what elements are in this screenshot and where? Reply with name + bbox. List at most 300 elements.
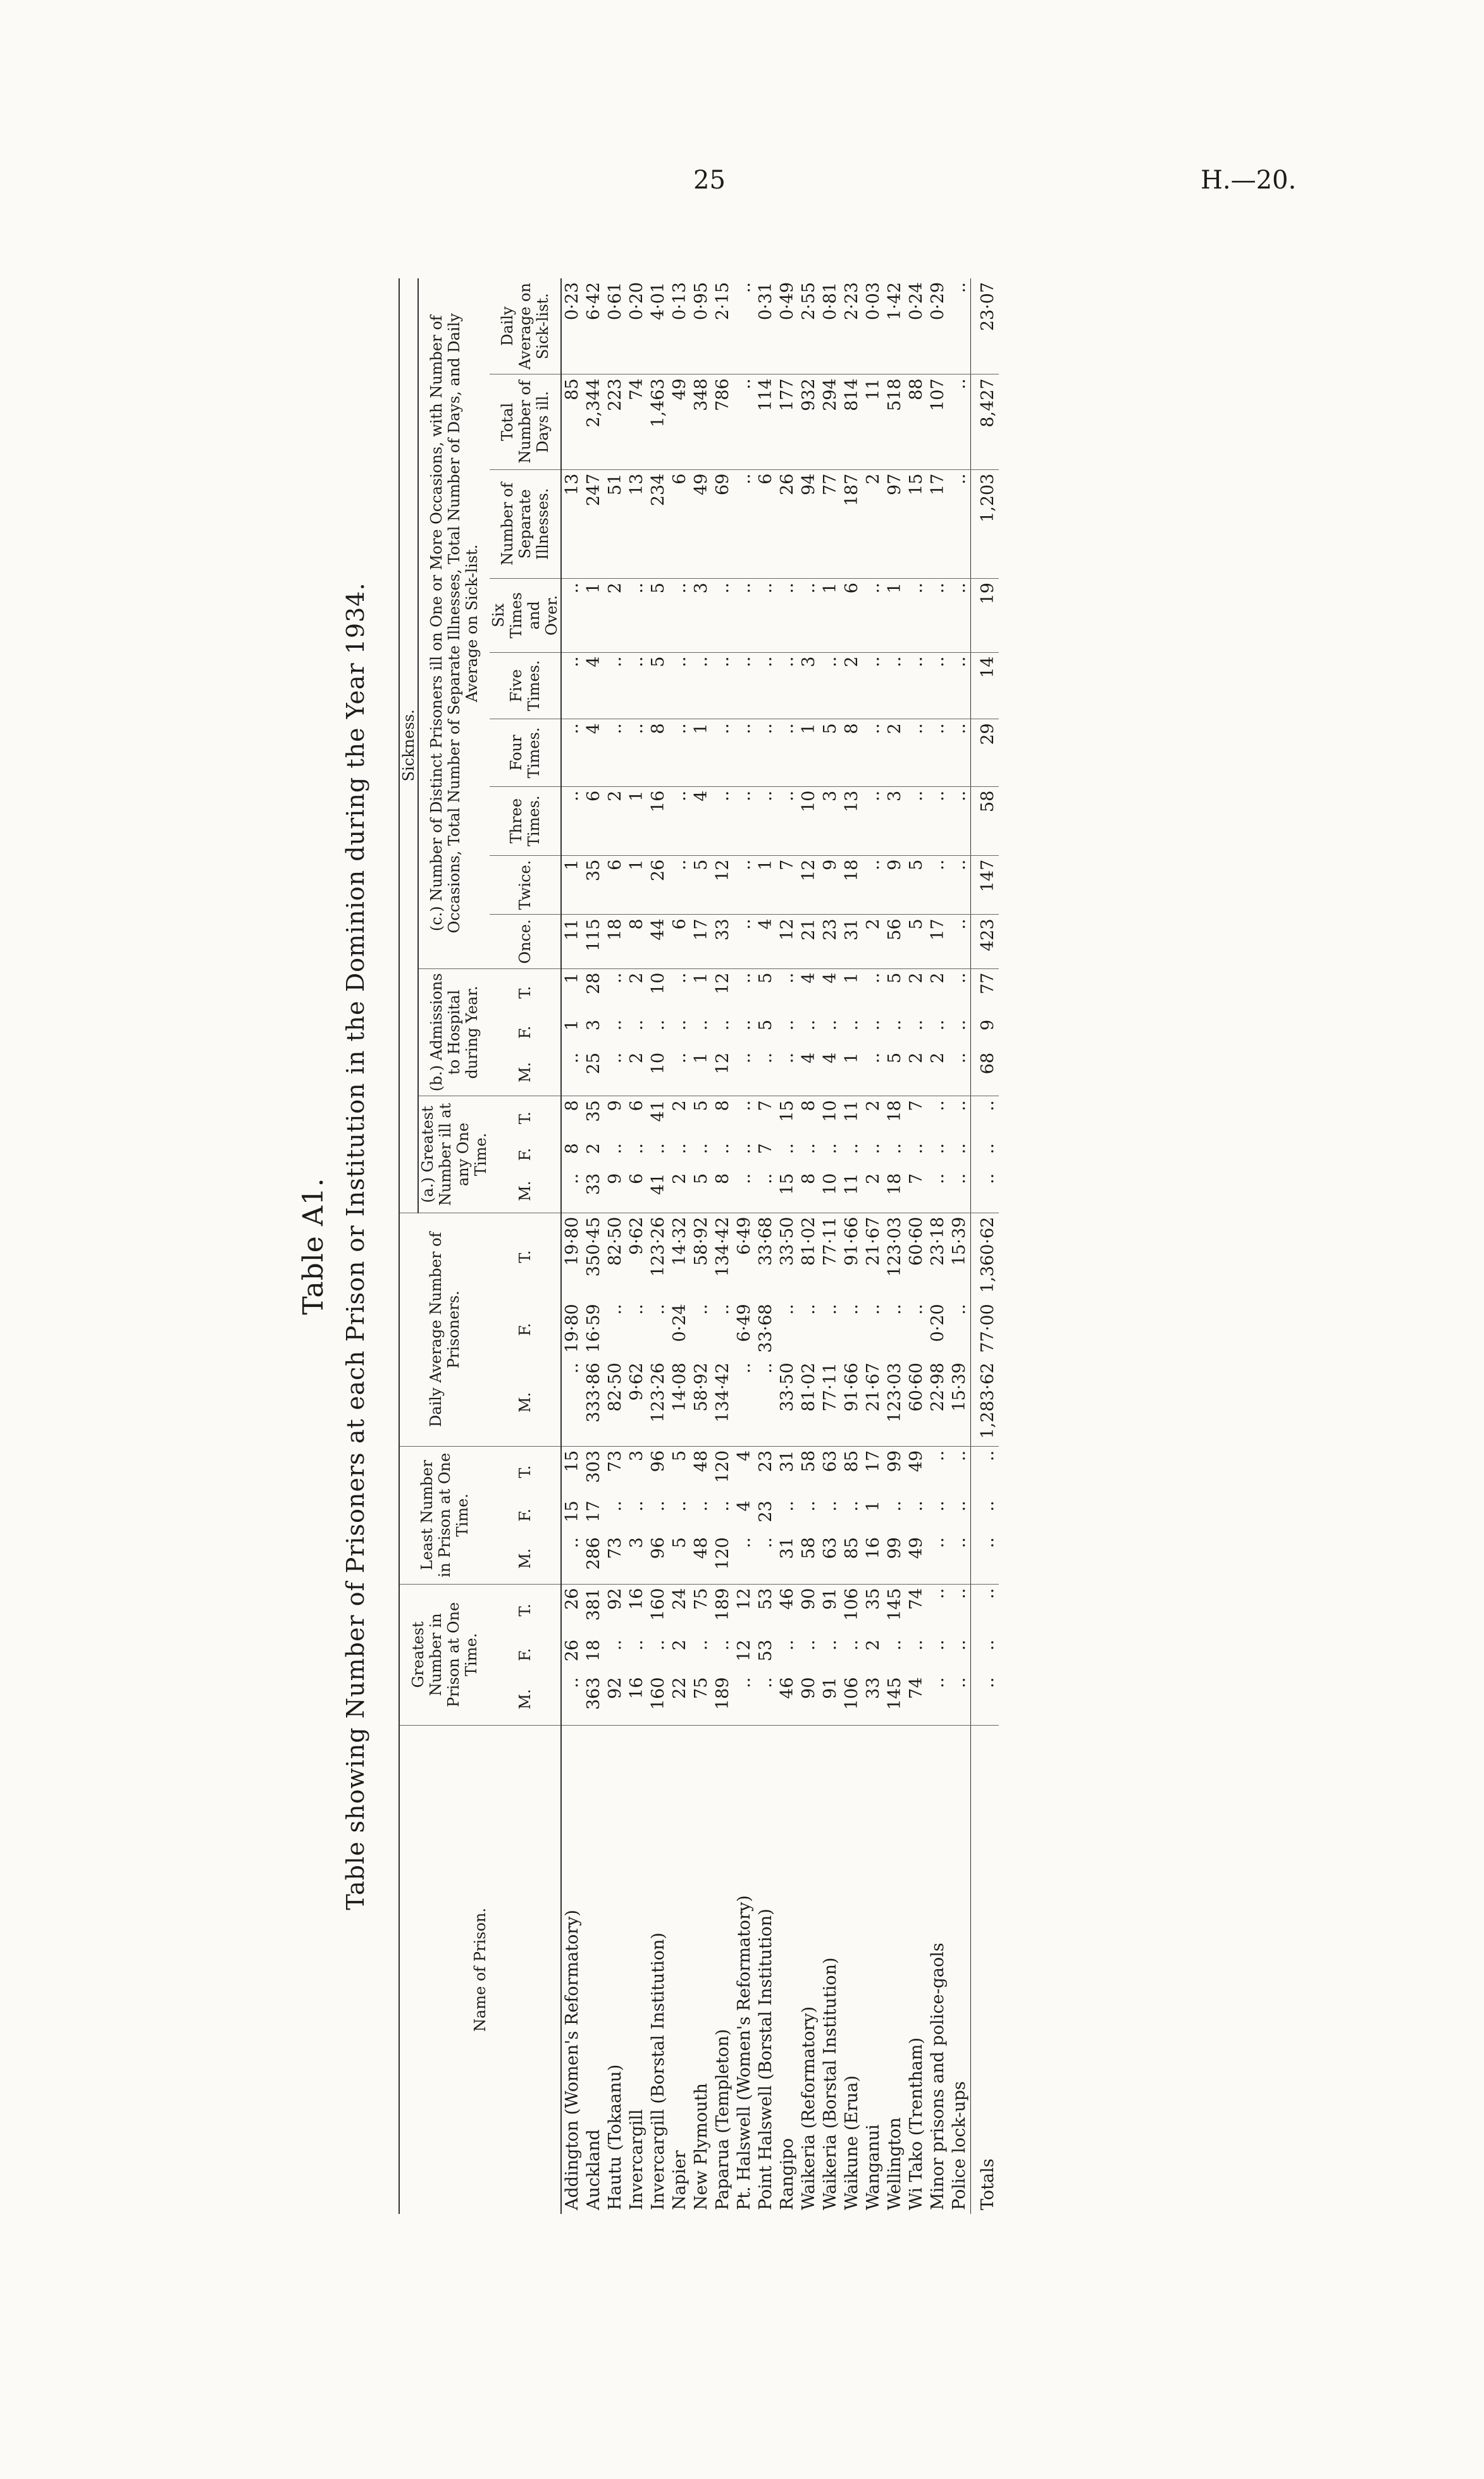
header-m: M. <box>516 1548 534 1569</box>
table-cell: 6 <box>626 1096 648 1139</box>
table-cell: 28 <box>583 968 605 1016</box>
header-m: M. <box>516 1392 534 1413</box>
table-cell: .. <box>669 968 691 1016</box>
table-row <box>583 278 605 2214</box>
table-cell: 7 <box>906 1096 927 1139</box>
table-cell: 160 <box>648 1677 668 1710</box>
table-cell: 123·03 <box>885 1363 905 1423</box>
table-cell: .. <box>949 786 971 855</box>
table-cell: 16 <box>648 786 669 855</box>
prison-name: Invercargill <box>626 1726 648 2215</box>
prison-name: Wellington <box>884 1726 906 2215</box>
table-cell: 4 <box>583 719 605 786</box>
table-cell: 7 <box>906 1173 926 1184</box>
table-cell: .. <box>842 1640 862 1651</box>
table-cell: .. <box>734 469 755 578</box>
table-cell: 2 <box>884 719 906 786</box>
table-cell: .. <box>734 1173 754 1184</box>
table-cell: .. <box>605 1500 625 1512</box>
table-cell: 2 <box>906 968 927 1016</box>
table-cell: 15·39 <box>949 1213 971 1300</box>
table-cell: 0·03 <box>863 282 883 321</box>
table-cell: 33 <box>584 1173 603 1196</box>
table-cell: 1 <box>755 855 777 915</box>
table-cell: .. <box>756 1173 776 1184</box>
table-cell: .. <box>863 1304 883 1315</box>
table-cell: 82·50 <box>605 1213 626 1300</box>
table-cell: .. <box>734 1363 754 1374</box>
table-cell: 58·92 <box>691 1213 712 1300</box>
table-cell: 12 <box>734 1584 755 1636</box>
table-cell: 96 <box>648 1446 669 1497</box>
table-cell: 932 <box>798 374 820 469</box>
table-cell: 2 <box>626 968 648 1016</box>
table-cell: .. <box>734 915 755 968</box>
table-cell: 10 <box>820 1096 841 1139</box>
table-cell: 26 <box>561 1584 583 1636</box>
table-cell: 0·23 <box>562 282 582 321</box>
table-cell: 1 <box>820 579 841 653</box>
table-cell: 9 <box>971 1016 999 1049</box>
table-cell: .. <box>820 652 841 719</box>
table-cell: .. <box>885 1019 905 1031</box>
prison-name: Auckland <box>583 1726 605 2215</box>
table-cell: 58 <box>799 1537 819 1559</box>
table-cell: .. <box>777 1019 797 1031</box>
table-cell: .. <box>756 1363 776 1374</box>
table-cell: 145 <box>884 1584 906 1636</box>
table-cell: 6 <box>583 786 605 855</box>
table-cell: .. <box>928 1019 948 1031</box>
table-cell: .. <box>712 579 734 653</box>
table-cell: .. <box>626 579 648 653</box>
prison-name: Wi Tako (Trentham) <box>906 1726 927 2215</box>
table-cell: .. <box>734 579 755 653</box>
prison-name: Invercargill (Borstal Institution) <box>648 1726 669 2215</box>
table-cell: .. <box>777 1143 797 1154</box>
table-cell: .. <box>906 786 927 855</box>
table-cell: .. <box>949 1019 969 1031</box>
table-cell: .. <box>842 1304 862 1315</box>
table-cell: 9 <box>884 855 906 915</box>
table-cell: 33·68 <box>756 1304 776 1353</box>
table-row <box>605 278 626 2214</box>
table-cell: .. <box>648 1500 668 1512</box>
table-cell: 0·24 <box>670 1304 689 1342</box>
header-f: F. <box>516 1025 534 1039</box>
table-cell: 73 <box>605 1537 625 1559</box>
table-row <box>669 278 691 2214</box>
table-cell: 1 <box>691 719 712 786</box>
table-cell: 1 <box>691 1052 711 1064</box>
table-cell: .. <box>906 1143 926 1154</box>
table-cell: 814 <box>841 374 863 469</box>
table-cell: .. <box>971 1096 999 1139</box>
table-cell: 85 <box>841 1446 863 1497</box>
table-cell: .. <box>756 1677 776 1688</box>
prison-name: Waikeria (Borstal Institution) <box>820 1726 841 2215</box>
table-cell: 2 <box>605 579 626 653</box>
table-cell: 17 <box>863 1446 884 1497</box>
table-cell: .. <box>734 1052 754 1064</box>
table-cell: .. <box>927 1446 949 1497</box>
table-cell: .. <box>755 579 777 653</box>
table-cell: .. <box>949 719 971 786</box>
table-cell: 1,203 <box>971 469 999 578</box>
header-f: F. <box>516 1147 534 1161</box>
table-cell: .. <box>971 1446 999 1497</box>
table-cell: .. <box>928 1677 948 1688</box>
table-cell: 1 <box>798 719 820 786</box>
table-row <box>863 278 884 2214</box>
prison-name: Waikune (Erua) <box>841 1726 863 2215</box>
table-cell: 48 <box>691 1446 712 1497</box>
table-cell: .. <box>669 855 691 915</box>
table-cell: .. <box>561 786 583 855</box>
table-cell: .. <box>971 1636 999 1673</box>
table-subtitle: Table showing Number of Prisoners at each Prison or Institution in the Dominion during the Year 1934. <box>342 582 369 1910</box>
table-cell: .. <box>734 1019 754 1031</box>
table-cell: 4 <box>820 968 841 1016</box>
table-cell: 123·03 <box>884 1213 906 1300</box>
table-cell: .. <box>906 719 927 786</box>
table-cell: 12 <box>734 1640 754 1662</box>
table-cell: .. <box>885 1304 905 1315</box>
table-cell: 5 <box>691 855 712 915</box>
table-cell: 18 <box>841 855 863 915</box>
table-cell: .. <box>755 719 777 786</box>
table-cell: 82·50 <box>605 1363 625 1412</box>
table-cell: 68 <box>971 1049 999 1096</box>
table-cell: .. <box>670 1019 689 1031</box>
table-cell: 5 <box>648 579 669 653</box>
table-row <box>648 278 669 2214</box>
table-cell: 5 <box>669 1446 691 1497</box>
table-cell: .. <box>863 1143 883 1154</box>
table-cell: 35 <box>583 1096 605 1139</box>
table-cell: 107 <box>927 374 949 469</box>
table-cell: .. <box>949 469 971 578</box>
table-cell: 2 <box>863 1096 884 1139</box>
header-f: F. <box>516 1648 534 1662</box>
table-cell: 3 <box>884 786 906 855</box>
header-least: Least Number in Prison at One Time. <box>399 1446 490 1584</box>
table-cell: 58 <box>798 1446 820 1497</box>
table-cell: 41 <box>648 1173 668 1196</box>
table-cell: 5 <box>820 719 841 786</box>
table-cell: .. <box>561 652 583 719</box>
table-cell: 8 <box>648 719 669 786</box>
table-cell: 91 <box>820 1677 840 1699</box>
table-cell: .. <box>648 1304 668 1315</box>
table-cell: 14·08 <box>670 1363 689 1412</box>
table-cell: 9·62 <box>627 1363 646 1401</box>
table-cell: 23 <box>755 1446 777 1497</box>
table-cell: 14·32 <box>669 1213 691 1300</box>
table-cell: 4 <box>799 1052 819 1064</box>
table-cell: 5 <box>756 1019 776 1031</box>
table-cell: 77·11 <box>820 1213 841 1300</box>
table-cell: 53 <box>756 1640 776 1662</box>
header-daily-average-sick: Daily Average on Sick-list. <box>498 283 552 370</box>
table-cell: .. <box>842 1500 862 1512</box>
table-cell: 74 <box>906 1677 926 1699</box>
table-cell: 12 <box>712 968 734 1016</box>
table-cell: 518 <box>884 374 906 469</box>
table-cell: 10 <box>820 1173 840 1196</box>
table-cell: .. <box>906 1304 926 1315</box>
table-cell: .. <box>863 579 884 653</box>
table-cell: .. <box>777 968 798 1016</box>
header-once: Once. <box>490 915 561 968</box>
table-cell: .. <box>799 1304 819 1315</box>
table-cell: .. <box>605 1052 625 1064</box>
header-five-times: Five Times. <box>490 652 561 719</box>
table-cell: .. <box>971 1673 999 1725</box>
table-cell: 63 <box>820 1446 841 1497</box>
table-cell: 12 <box>713 1052 733 1075</box>
prison-name: Paparua (Templeton) <box>712 1726 734 2215</box>
table-cell: 5 <box>691 1096 712 1139</box>
table-cell: 247 <box>583 469 605 578</box>
table-cell: 12 <box>798 855 820 915</box>
table-cell: 77·00 <box>971 1300 999 1359</box>
table-cell: 22·98 <box>928 1363 948 1412</box>
table-cell: 2·23 <box>842 282 862 321</box>
table-cell: 350·45 <box>583 1213 605 1300</box>
rotated-table-block <box>297 278 1208 2214</box>
table-cell: 120 <box>713 1537 733 1570</box>
table-cell: 134·42 <box>712 1213 734 1300</box>
table-cell: 9 <box>605 1173 625 1184</box>
table-row <box>712 278 734 2214</box>
table-cell: 1,463 <box>648 374 669 469</box>
table-cell: 2,344 <box>583 374 605 469</box>
table-cell: 363 <box>584 1677 603 1710</box>
table-cell: 2 <box>627 1052 646 1064</box>
table-cell: .. <box>627 1019 646 1031</box>
table-cell: 17 <box>927 915 949 968</box>
table-cell: 0·29 <box>928 282 948 321</box>
table-cell: 1 <box>863 1500 883 1512</box>
table-cell: 8 <box>712 1096 734 1139</box>
table-cell: .. <box>820 1304 840 1315</box>
table-cell: .. <box>691 1640 711 1651</box>
header-sickness: Sickness. <box>399 278 418 1213</box>
totals-label: Totals <box>971 1726 999 2215</box>
table-row <box>777 278 798 2214</box>
table-cell: .. <box>734 1537 754 1549</box>
table-cell: 92 <box>605 1584 626 1636</box>
table-cell: 5 <box>885 1052 905 1064</box>
table-cell: 18 <box>885 1173 905 1196</box>
table-cell: 44 <box>648 915 669 968</box>
table-cell: 33·50 <box>777 1363 797 1412</box>
table-cell: 15 <box>777 1096 798 1139</box>
table-cell: 381 <box>583 1584 605 1636</box>
table-cell: 33·68 <box>755 1213 777 1300</box>
table-cell: 53 <box>755 1584 777 1636</box>
prison-name: Hautu (Tokaanu) <box>605 1726 626 2215</box>
table-cell: 11 <box>863 374 884 469</box>
table-cell: 15 <box>906 469 927 578</box>
table-cell: .. <box>927 719 949 786</box>
table-cell: 15 <box>777 1173 797 1196</box>
table-cell: .. <box>713 1019 733 1031</box>
table-cell: 4 <box>820 1052 840 1064</box>
header-m: M. <box>516 1689 534 1710</box>
table-cell: 35 <box>583 855 605 915</box>
prison-name: Rangipo <box>777 1726 798 2215</box>
table-cell: 23 <box>820 915 841 968</box>
table-cell: .. <box>648 1019 668 1031</box>
table-cell: .. <box>949 1446 971 1497</box>
table-cell: .. <box>605 1304 625 1315</box>
table-cell: 6 <box>669 915 691 968</box>
table-cell: 7 <box>777 855 798 915</box>
table-row <box>734 278 755 2214</box>
table-cell: .. <box>863 855 884 915</box>
table-cell: 0·24 <box>906 282 926 321</box>
table-cell: .. <box>906 1500 926 1512</box>
table-cell: 0·61 <box>605 282 625 321</box>
table-cell: 8 <box>841 719 863 786</box>
table-cell: .. <box>863 652 884 719</box>
prison-name: Wanganui <box>863 1726 884 2215</box>
table-cell: 99 <box>884 1446 906 1497</box>
table-cell: .. <box>885 1640 905 1651</box>
table-cell: .. <box>928 1640 948 1651</box>
table-cell: 6·49 <box>734 1304 754 1342</box>
table-cell: .. <box>734 282 754 294</box>
header-four-times: Four Times. <box>490 719 561 786</box>
table-cell: .. <box>627 1143 646 1154</box>
table-cell: 123·26 <box>648 1363 668 1423</box>
header-t: T. <box>490 1584 561 1636</box>
table-cell: 1 <box>561 968 583 1016</box>
table-cell: 223 <box>605 374 626 469</box>
header-t: T. <box>490 1096 561 1139</box>
table-cell: .. <box>713 1143 733 1154</box>
table-cell: 5 <box>648 652 669 719</box>
table-cell: 1 <box>583 579 605 653</box>
table-cell: 26 <box>648 855 669 915</box>
table-cell: 3 <box>820 786 841 855</box>
page-reference: H.—20. <box>1201 166 1297 195</box>
header-name-of-prison: Name of Prison. <box>399 1726 561 2215</box>
table-cell: 17 <box>927 469 949 578</box>
table-cell: .. <box>691 1304 711 1315</box>
table-cell: 69 <box>712 469 734 578</box>
table-cell: .. <box>562 1052 582 1064</box>
table-cell: .. <box>561 719 583 786</box>
table-cell: 23·18 <box>927 1213 949 1300</box>
header-t: T. <box>490 1213 561 1300</box>
table-cell: 56 <box>884 915 906 968</box>
table-cell: 9 <box>820 855 841 915</box>
table-cell: .. <box>906 652 927 719</box>
table-cell: 17 <box>691 915 712 968</box>
header-m: M. <box>516 1061 534 1083</box>
table-cell: .. <box>863 1019 883 1031</box>
table-cell: .. <box>562 1537 582 1549</box>
table-cell: .. <box>928 1173 948 1184</box>
table-cell: .. <box>669 652 691 719</box>
table-cell: .. <box>755 652 777 719</box>
table-cell: 11 <box>561 915 583 968</box>
table-cell: 0·31 <box>756 282 776 321</box>
table-cell: 8,427 <box>971 374 999 469</box>
table-cell: 114 <box>755 374 777 469</box>
table-cell: .. <box>949 1052 969 1064</box>
table-cell: 90 <box>798 1584 820 1636</box>
table-cell: 10 <box>648 1052 668 1075</box>
table-cell: 18 <box>584 1640 603 1662</box>
table-cell: 49 <box>906 1537 926 1559</box>
totals-row <box>971 278 999 2214</box>
table-cell: 160 <box>648 1584 669 1636</box>
table-cell: .. <box>949 1640 969 1651</box>
table-cell: 4 <box>583 652 605 719</box>
table-cell: 303 <box>583 1446 605 1497</box>
table-cell: .. <box>734 719 755 786</box>
table-cell: 63 <box>820 1537 840 1559</box>
table-cell: 7 <box>755 1096 777 1139</box>
table-cell: .. <box>627 1640 646 1651</box>
table-cell: 12 <box>777 915 798 968</box>
table-cell: .. <box>691 652 712 719</box>
table-title: Table A1. <box>297 1177 330 1315</box>
table-cell: .. <box>949 579 971 653</box>
table-cell: 1,283·62 <box>971 1359 999 1446</box>
table-cell: 75 <box>691 1677 711 1699</box>
table-cell: 31 <box>777 1537 797 1559</box>
table-cell: 6 <box>627 1173 646 1184</box>
table-cell: .. <box>713 1640 733 1651</box>
prison-name: New Plymouth <box>691 1726 712 2215</box>
table-cell: 2 <box>928 1052 948 1064</box>
table-row <box>906 278 927 2214</box>
table-cell: 7 <box>756 1143 776 1154</box>
table-cell: .. <box>712 652 734 719</box>
table-cell: .. <box>949 1677 969 1688</box>
table-row <box>626 278 648 2214</box>
table-cell: 5 <box>884 968 906 1016</box>
table-cell: .. <box>971 1533 999 1584</box>
table-cell: 94 <box>798 469 820 578</box>
table-cell: 189 <box>712 1584 734 1636</box>
table-cell: 15·39 <box>949 1363 969 1412</box>
table-cell: 6 <box>755 469 777 578</box>
table-cell: .. <box>734 1143 754 1154</box>
table-cell: 8 <box>626 915 648 968</box>
table-cell: .. <box>626 719 648 786</box>
table-cell: .. <box>777 1304 797 1315</box>
header-f: F. <box>516 1508 534 1522</box>
table-cell: .. <box>670 1500 689 1512</box>
table-cell: .. <box>648 1143 668 1154</box>
table-cell: 26 <box>777 469 798 578</box>
table-cell: 2 <box>863 915 884 968</box>
table-cell: 60·60 <box>906 1363 926 1412</box>
table-cell: .. <box>734 855 755 915</box>
table-cell: .. <box>820 1019 840 1031</box>
prison-name: Police lock-ups <box>949 1726 971 2215</box>
table-cell: 134·42 <box>713 1363 733 1423</box>
table-cell: .. <box>734 968 755 1016</box>
table-cell: 0·49 <box>777 282 797 321</box>
table-cell: .. <box>949 1500 969 1512</box>
